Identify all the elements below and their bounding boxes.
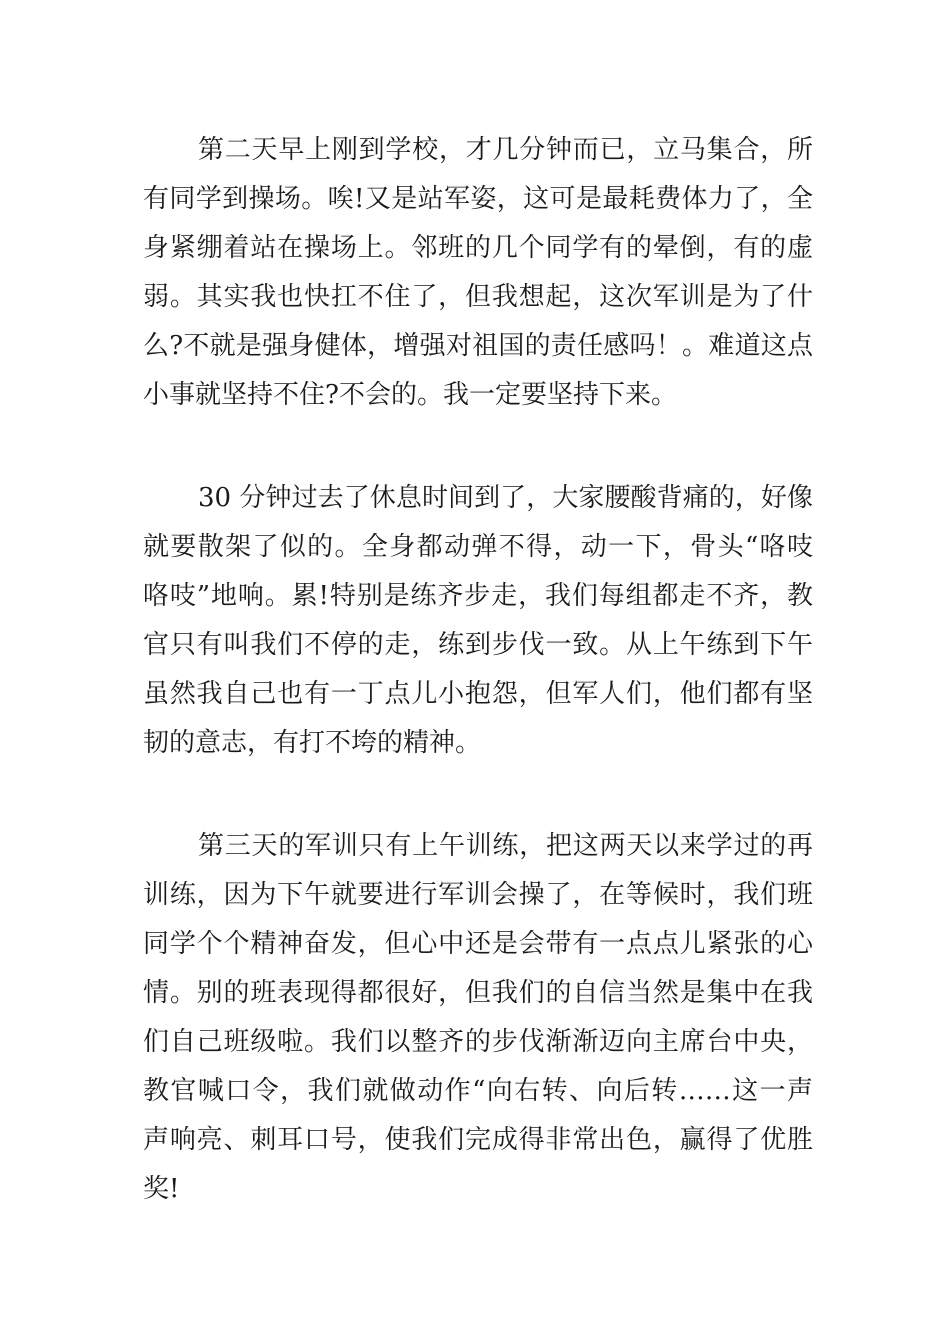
- paragraph-line: 弱。其实我也快扛不住了，但我想起，这次军训是为了什: [143, 282, 813, 312]
- paragraph-line: 第二天早上刚到学校，才几分钟而已，立马集合，所: [198, 135, 813, 165]
- paragraph-line: 第三天的军训只有上午训练，把这两天以来学过的再: [198, 831, 813, 861]
- paragraph-line: 教官喊口令，我们就做动作“向右转、向后转……这一声: [143, 1076, 813, 1106]
- paragraph-line: 么?不就是强身健体，增强对祖国的责任感吗！。难道这点: [143, 331, 813, 361]
- paragraph-line: 训练，因为下午就要进行军训会操了，在等候时，我们班: [143, 880, 813, 910]
- paragraph-line: 虽然我自己也有一丁点儿小抱怨，但军人们，他们都有坚: [143, 679, 813, 709]
- paragraph-line: 有同学到操场。唉!又是站军姿，这可是最耗费体力了，全: [143, 184, 813, 214]
- paragraph-line: 官只有叫我们不停的走，练到步伐一致。从上午练到下午: [143, 630, 813, 660]
- paragraph-line: 奖!: [143, 1174, 180, 1204]
- paragraph-line: 身紧绷着站在操场上。邻班的几个同学有的晕倒，有的虚: [143, 233, 813, 263]
- paragraph-line: 同学个个精神奋发，但心中还是会带有一点点儿紧张的心: [143, 929, 813, 959]
- paragraph-line: 情。别的班表现得都很好，但我们的自信当然是集中在我: [143, 978, 813, 1008]
- paragraph-line: 韧的意志，有打不垮的精神。: [143, 728, 482, 758]
- paragraph-line: 咯吱”地响。累!特别是练齐步走，我们每组都走不齐，教: [143, 581, 813, 611]
- paragraph-line: 们自己班级啦。我们以整齐的步伐渐渐迈向主席台中央，: [143, 1027, 813, 1057]
- paragraph-line: 30 分钟过去了休息时间到了，大家腰酸背痛的，好像: [198, 483, 813, 513]
- paragraph-line: 小事就坚持不住?不会的。我一定要坚持下来。: [143, 380, 677, 410]
- paragraph-line: 声响亮、刺耳口号，使我们完成得非常出色，赢得了优胜: [143, 1125, 813, 1155]
- paragraph-line: 就要散架了似的。全身都动弹不得，动一下，骨头“咯吱: [143, 532, 813, 562]
